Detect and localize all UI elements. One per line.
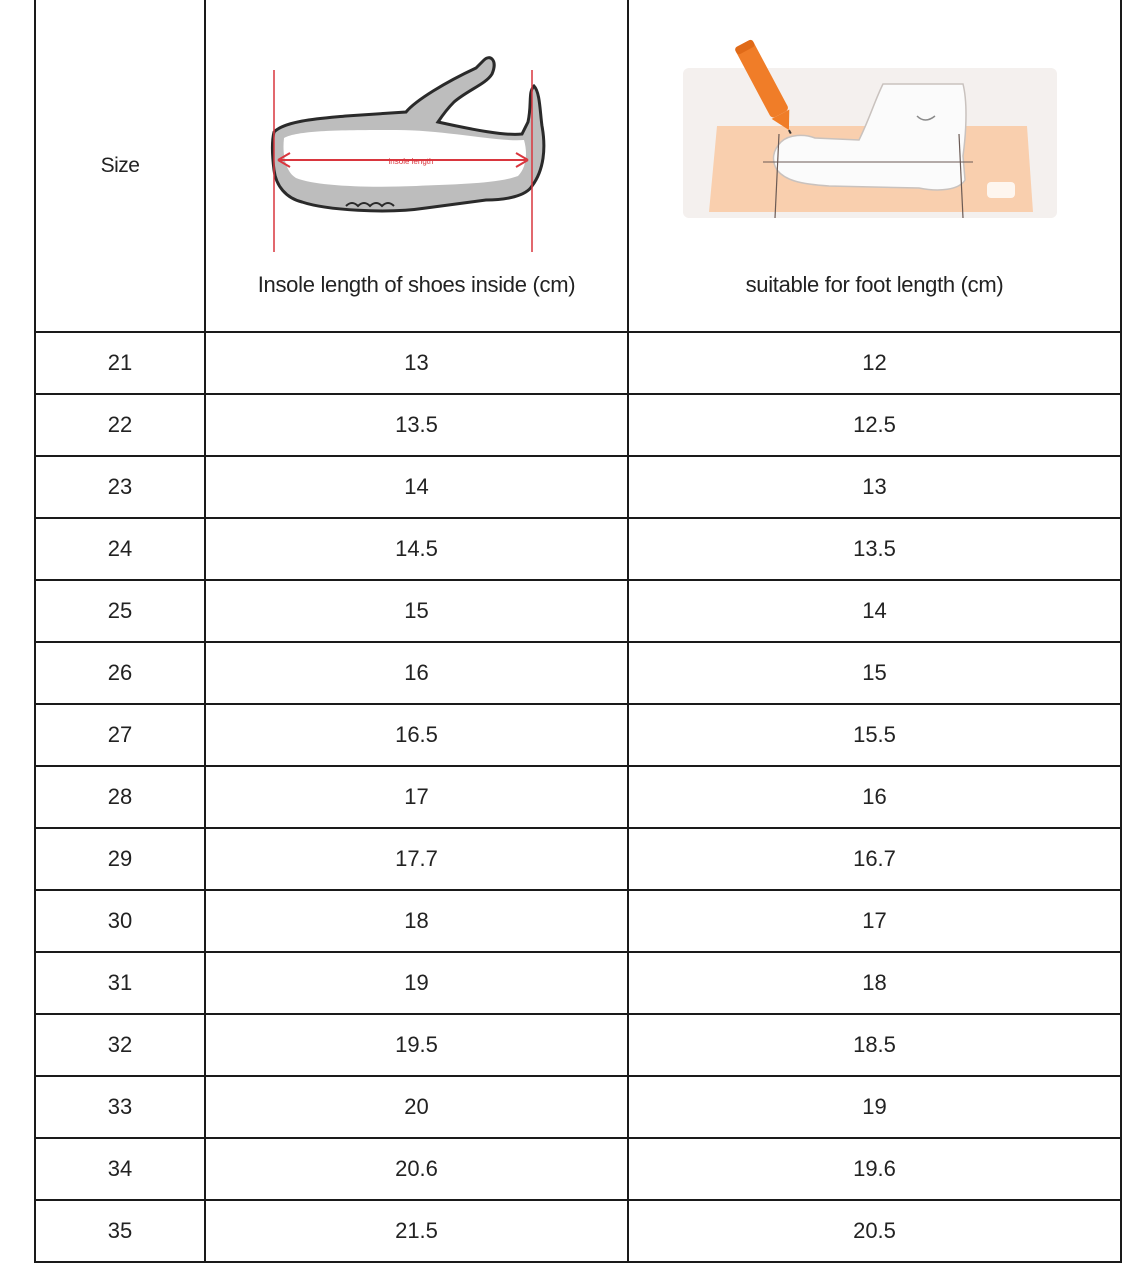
insole-caption: Insole length of shoes inside (cm) xyxy=(257,272,576,297)
table-row xyxy=(35,1138,1121,1200)
foot-cell: 14 xyxy=(628,580,1121,642)
insole-cell: 19 xyxy=(205,952,628,1014)
table-row xyxy=(35,704,1121,766)
insole-cell: 16 xyxy=(205,642,628,704)
insole-cell: 16.5 xyxy=(205,704,628,766)
foot-cell: 20.5 xyxy=(628,1200,1121,1262)
insole-cell: 21.5 xyxy=(205,1200,628,1262)
table-row xyxy=(35,580,1121,642)
insole-cell: 15 xyxy=(205,580,628,642)
size-cell: 28 xyxy=(35,766,205,828)
insole-cell: 17 xyxy=(205,766,628,828)
table-row xyxy=(35,890,1121,952)
foot-cell: 12.5 xyxy=(628,394,1121,456)
insole-cell: 20.6 xyxy=(205,1138,628,1200)
table-row xyxy=(35,332,1121,394)
table-row xyxy=(35,766,1121,828)
table-row xyxy=(35,394,1121,456)
insole-cell: 18 xyxy=(205,890,628,952)
table-header-row xyxy=(35,0,1121,332)
size-cell: 30 xyxy=(35,890,205,952)
size-cell: 23 xyxy=(35,456,205,518)
foot-cell: 19 xyxy=(628,1076,1121,1138)
size-cell: 27 xyxy=(35,704,205,766)
insole-column-header xyxy=(205,0,628,332)
size-cell: 31 xyxy=(35,952,205,1014)
size-cell: 24 xyxy=(35,518,205,580)
insole-cell: 20 xyxy=(205,1076,628,1138)
size-cell: 35 xyxy=(35,1200,205,1262)
size-cell: 22 xyxy=(35,394,205,456)
foot-cell: 16 xyxy=(628,766,1121,828)
size-cell: 34 xyxy=(35,1138,205,1200)
insole-cell: 13 xyxy=(205,332,628,394)
size-cell: 26 xyxy=(35,642,205,704)
foot-cell: 16.7 xyxy=(628,828,1121,890)
foot-cell: 15 xyxy=(628,642,1121,704)
foot-cell: 19.6 xyxy=(628,1138,1121,1200)
size-cell: 32 xyxy=(35,1014,205,1076)
foot-cell: 15.5 xyxy=(628,704,1121,766)
size-chart-table xyxy=(34,0,1122,1263)
foot-cell: 18.5 xyxy=(628,1014,1121,1076)
table-row xyxy=(35,456,1121,518)
insole-cell: 17.7 xyxy=(205,828,628,890)
foot-measuring-diagram-icon xyxy=(629,30,1120,260)
table-row xyxy=(35,952,1121,1014)
table-row xyxy=(35,518,1121,580)
insole-length-label: insole length xyxy=(388,157,434,166)
size-cell: 29 xyxy=(35,828,205,890)
insole-cell: 14.5 xyxy=(205,518,628,580)
table-row xyxy=(35,1200,1121,1262)
size-cell: 33 xyxy=(35,1076,205,1138)
foot-cell: 13.5 xyxy=(628,518,1121,580)
table-row xyxy=(35,1076,1121,1138)
table-row xyxy=(35,642,1121,704)
size-cell: 21 xyxy=(35,332,205,394)
foot-cell: 18 xyxy=(628,952,1121,1014)
foot-column-header xyxy=(628,0,1121,332)
table-row xyxy=(35,1014,1121,1076)
foot-caption: suitable for foot length (cm) xyxy=(745,272,1004,297)
size-column-header: Size xyxy=(35,0,205,332)
foot-cell: 13 xyxy=(628,456,1121,518)
shoe-insole-diagram-icon xyxy=(206,30,627,260)
size-cell: 25 xyxy=(35,580,205,642)
foot-cell: 17 xyxy=(628,890,1121,952)
insole-cell: 19.5 xyxy=(205,1014,628,1076)
table-row xyxy=(35,828,1121,890)
foot-cell: 12 xyxy=(628,332,1121,394)
insole-cell: 13.5 xyxy=(205,394,628,456)
insole-cell: 14 xyxy=(205,456,628,518)
